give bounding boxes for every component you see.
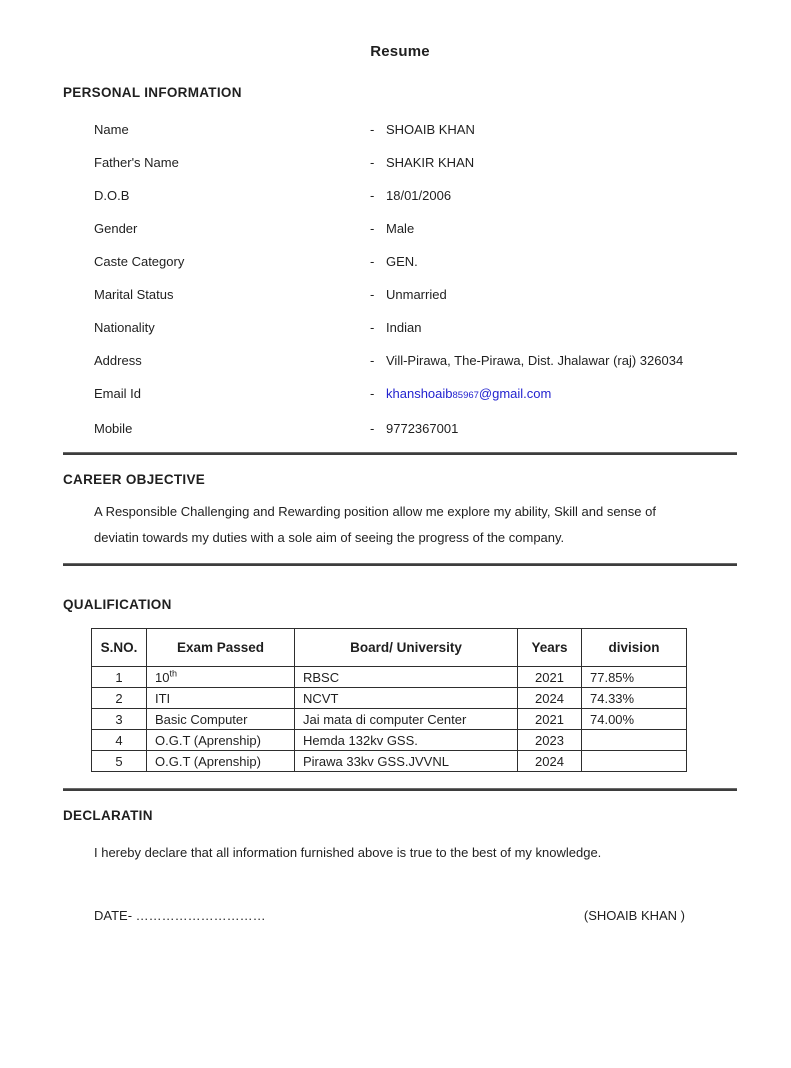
section-divider (63, 788, 737, 791)
table-cell: NCVT (295, 688, 518, 709)
field-label: Mobile (94, 421, 133, 436)
table-row (92, 751, 687, 772)
table-cell: 77.85% (582, 667, 687, 688)
personal-info-row (63, 120, 737, 139)
career-objective-heading: CAREER OBJECTIVE (63, 472, 206, 487)
declaration-heading: DECLARATIN (63, 808, 153, 823)
dash-separator: - (370, 122, 375, 137)
table-cell: 4 (92, 730, 147, 751)
field-label: Father's Name (94, 155, 179, 170)
table-header-cell: Years (518, 629, 582, 667)
dash-separator: - (370, 155, 375, 170)
field-value: Indian (386, 320, 422, 335)
table-cell: 74.33% (582, 688, 687, 709)
table-cell: 2024 (518, 751, 582, 772)
table-cell: ITI (147, 688, 295, 709)
dash-separator: - (370, 353, 375, 368)
declaration-text: I hereby declare that all information furnished above is true to the best of my knowledge. (94, 845, 602, 860)
table-cell: 3 (92, 709, 147, 730)
signature-name: (SHOAIB KHAN ) (583, 908, 685, 923)
dash-separator: - (370, 221, 375, 236)
dash-separator: - (370, 254, 375, 269)
table-header-cell: Exam Passed (147, 629, 295, 667)
dash-separator: - (370, 320, 375, 335)
qualification-table-header-row (92, 629, 687, 667)
table-row (92, 730, 687, 751)
table-cell (582, 751, 687, 772)
field-label: Gender (94, 221, 138, 236)
field-label: D.O.B (94, 188, 130, 203)
field-value: Vill-Pirawa, The-Pirawa, Dist. Jhalawar (raj) 326034 (386, 353, 684, 368)
table-cell: 5 (92, 751, 147, 772)
personal-info-row (63, 351, 737, 370)
table-cell (582, 730, 687, 751)
personal-info-row (63, 219, 737, 238)
field-label: Marital Status (94, 287, 174, 302)
email-user: khanshoaib (386, 386, 453, 401)
table-row (92, 688, 687, 709)
qualification-heading: QUALIFICATION (63, 597, 172, 612)
table-cell: 2021 (518, 709, 582, 730)
table-cell: 2 (92, 688, 147, 709)
personal-info-row (63, 285, 737, 304)
field-value: SHAKIR KHAN (386, 155, 475, 170)
table-row (92, 667, 687, 688)
field-value: 9772367001 (386, 421, 459, 436)
table-cell: O.G.T (Aprenship) (147, 730, 295, 751)
dash-separator: - (370, 287, 375, 302)
personal-info-row (63, 186, 737, 205)
table-cell: Pirawa 33kv GSS.JVVNL (295, 751, 518, 772)
table-cell: 2024 (518, 688, 582, 709)
personal-info-row (63, 318, 737, 337)
table-cell: 10th (147, 667, 295, 688)
field-label: Nationality (94, 320, 155, 335)
field-label: Address (94, 353, 142, 368)
personal-info-row (63, 153, 737, 172)
qualification-table-body (92, 667, 687, 772)
section-divider (63, 452, 737, 455)
personal-info-rows (63, 120, 737, 438)
table-cell: RBSC (295, 667, 518, 688)
table-cell: 2023 (518, 730, 582, 751)
field-value: SHOAIB KHAN (386, 122, 475, 137)
email-digits: 85967 (452, 390, 479, 401)
personal-info-row (63, 384, 737, 405)
table-cell: Jai mata di computer Center (295, 709, 518, 730)
table-cell: 1 (92, 667, 147, 688)
email-link[interactable] (386, 384, 737, 405)
field-value: Male (386, 221, 415, 236)
personal-info-row (63, 419, 737, 438)
table-cell: 2021 (518, 667, 582, 688)
dash-separator: - (370, 188, 375, 203)
resume-page (0, 44, 791, 1068)
superscript: th (169, 668, 177, 679)
field-label: Email Id (94, 386, 141, 401)
qualification-table (91, 628, 687, 772)
table-header-cell: S.NO. (92, 629, 147, 667)
field-label: Name (94, 122, 129, 137)
dash-separator: - (370, 421, 375, 436)
table-cell: Basic Computer (147, 709, 295, 730)
personal-information-heading: PERSONAL INFORMATION (63, 85, 242, 100)
field-value: GEN. (386, 254, 418, 269)
field-value: 18/01/2006 (386, 188, 452, 203)
table-cell: Hemda 132kv GSS. (295, 730, 518, 751)
field-label: Caste Category (94, 254, 185, 269)
email-domain: @gmail.com (478, 386, 552, 401)
table-cell: 74.00% (582, 709, 687, 730)
personal-info-row (63, 252, 737, 271)
table-header-cell: Board/ University (295, 629, 518, 667)
signature-row (63, 906, 685, 925)
table-header-cell: division (582, 629, 687, 667)
date-label: DATE- ………………………… (94, 908, 266, 923)
dash-separator: - (370, 386, 375, 401)
table-cell: O.G.T (Aprenship) (147, 751, 295, 772)
table-row (92, 709, 687, 730)
field-value: Unmarried (386, 287, 447, 302)
section-divider (63, 563, 737, 566)
page-title: Resume (370, 43, 430, 60)
career-objective-text: A Responsible Challenging and Rewarding position allow me explore my ability, Skill and sense of deviatin towards my duties with a sole aim of seeing the progress of the company. (94, 504, 656, 545)
